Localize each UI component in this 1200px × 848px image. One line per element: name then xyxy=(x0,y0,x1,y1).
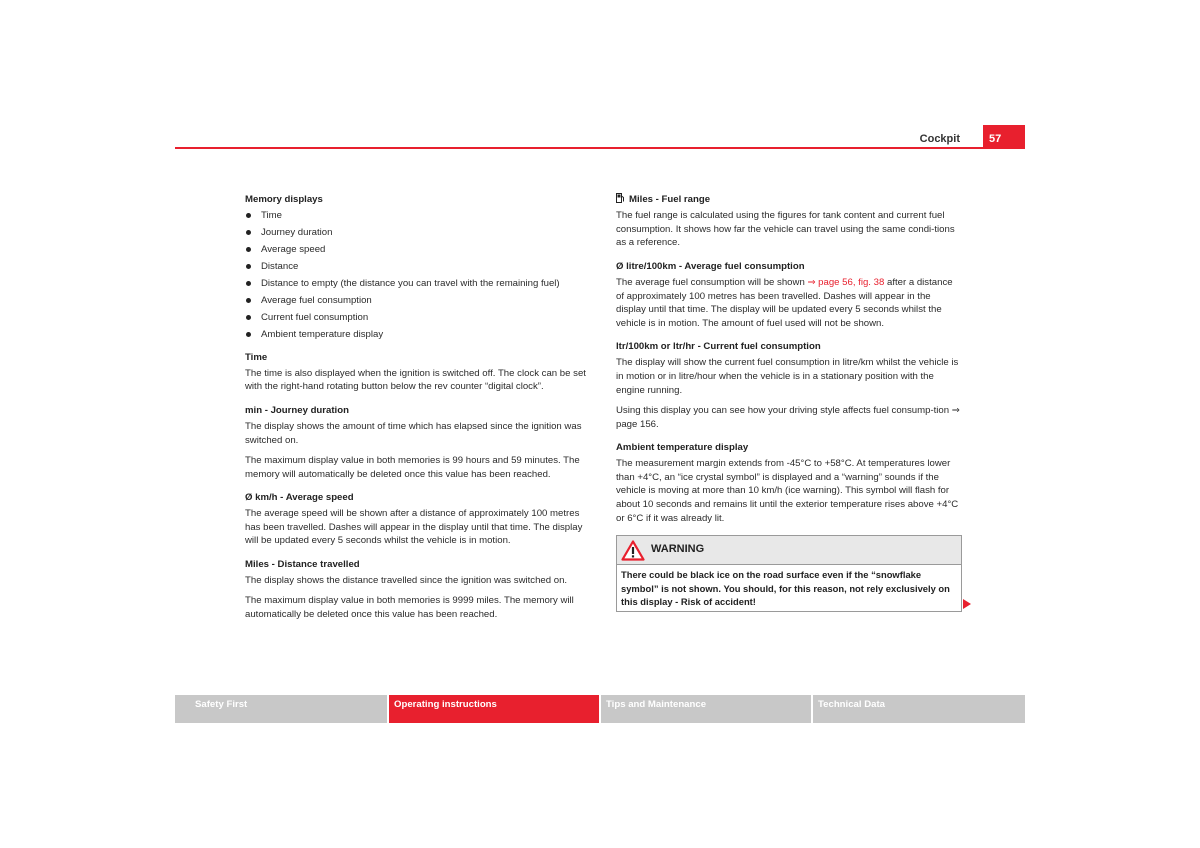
range-heading xyxy=(616,193,961,207)
page-number: 57 xyxy=(983,125,1025,149)
memory-list xyxy=(245,209,590,341)
section-title: Cockpit xyxy=(919,133,960,145)
time-text: The time is also displayed when the ignition is switched off. The clock can be set with the right-hand rotating button below the rev counter “digital clock”. xyxy=(245,367,586,393)
speed-heading: Ø km/h - Average speed xyxy=(245,492,354,504)
list-item: Average speed xyxy=(245,243,590,257)
left-column xyxy=(245,193,590,628)
memory-heading: Memory displays xyxy=(245,194,323,205)
range-text: The fuel range is calculated using the figures for tank content and current fuel consumption. It shows how far the vehicle can travel using the same condi-tions as a reference. xyxy=(616,210,955,249)
journey-heading: min - Journey duration xyxy=(245,404,349,416)
warning-text: There could be black ice on the road surface even if the “snowflake symbol” is not shown. You should, for this reason, not rely exclusively on this display - Risk of accident! xyxy=(621,569,950,608)
footer-tab-tips-and-maintenance[interactable]: Tips and Maintenance xyxy=(601,695,811,723)
avgfuel-heading: Ø litre/100km - Average fuel consumption xyxy=(616,260,805,272)
list-item: Distance to empty (the distance you can travel with the remaining fuel) xyxy=(245,277,590,291)
list-item: Current fuel consumption xyxy=(245,311,590,325)
journey-text: The display shows the amount of time which has elapsed since the ignition was switched on. xyxy=(245,420,582,446)
header-rule xyxy=(175,147,1025,149)
footer-tab-operating-instructions[interactable]: Operating instructions xyxy=(389,695,599,723)
fuel-pump-icon xyxy=(616,193,625,203)
curfuel-heading: ltr/100km or ltr/hr - Current fuel consumption xyxy=(616,341,821,353)
time-heading: Time xyxy=(245,351,268,363)
warning-header xyxy=(617,536,961,565)
warning-box xyxy=(616,535,962,612)
ambient-text: The measurement margin extends from -45°C to +58°C. At temperatures lower than +4°C, an “ice crystal symbol” is displayed and a “warning” sounds if the vehicle is moving at more than 10 km/h (ice warning). This symbol will flash for about 10 seconds and remains lit until the exterior temperature rises above +4°C or 6°C if it was already lit. xyxy=(616,458,959,524)
list-item: Time xyxy=(245,209,590,223)
list-item: Distance xyxy=(245,260,590,274)
avgfuel-text-start: The average fuel consumption will be shown xyxy=(616,276,808,288)
distance-text: The display shows the distance travelled since the ignition was switched on. xyxy=(245,575,568,587)
list-item: Average fuel consumption xyxy=(245,294,590,308)
distance-text-2: The maximum display value in both memories is 9999 miles. The memory will automatically be deleted once this value has been reached. xyxy=(245,595,574,621)
footer-tab-technical-data[interactable]: Technical Data xyxy=(813,695,1025,723)
ambient-heading: Ambient temperature display xyxy=(616,442,749,454)
range-heading-label: Miles - Fuel range xyxy=(629,194,711,205)
distance-heading: Miles - Distance travelled xyxy=(245,559,360,570)
warning-triangle-icon xyxy=(621,540,645,561)
right-column xyxy=(616,193,961,612)
continue-arrow-icon xyxy=(963,599,971,609)
list-item: Journey duration xyxy=(245,226,590,240)
curfuel-text-2: Using this display you can see how your driving style affects fuel consump-tion ⇒ page 156. xyxy=(616,405,960,430)
list-item: Ambient temperature display xyxy=(245,328,590,342)
avgfuel-text-end: after a distance of approximately 100 metres has been travelled. Dashes will appear in the display until that time. The display will be updated every 5 seconds whilst the vehicle is in motion. The amount of fuel used will not be shown. xyxy=(616,276,953,329)
curfuel-text: The display will show the current fuel consumption in litre/km whilst the vehicle is in motion or in litre/hour when the vehicle is in a stationary position with the engine running. xyxy=(616,357,959,396)
journey-text-2: The maximum display value in both memories is 99 hours and 59 minutes. The memory will automatically be deleted once this value has been reached. xyxy=(245,454,580,480)
footer-tab-safety-first[interactable]: Safety First xyxy=(175,695,387,723)
avgfuel-text xyxy=(616,276,961,330)
speed-text: The average speed will be shown after a distance of approximately 100 metres has been travelled. Dashes will appear in the display until that time. The display will be updated every 5 seconds whilst the vehicle is in motion. xyxy=(245,508,583,547)
page-reference-link[interactable]: ⇒ page 56, fig. 38 xyxy=(807,276,885,288)
warning-title: WARNING xyxy=(651,543,705,556)
